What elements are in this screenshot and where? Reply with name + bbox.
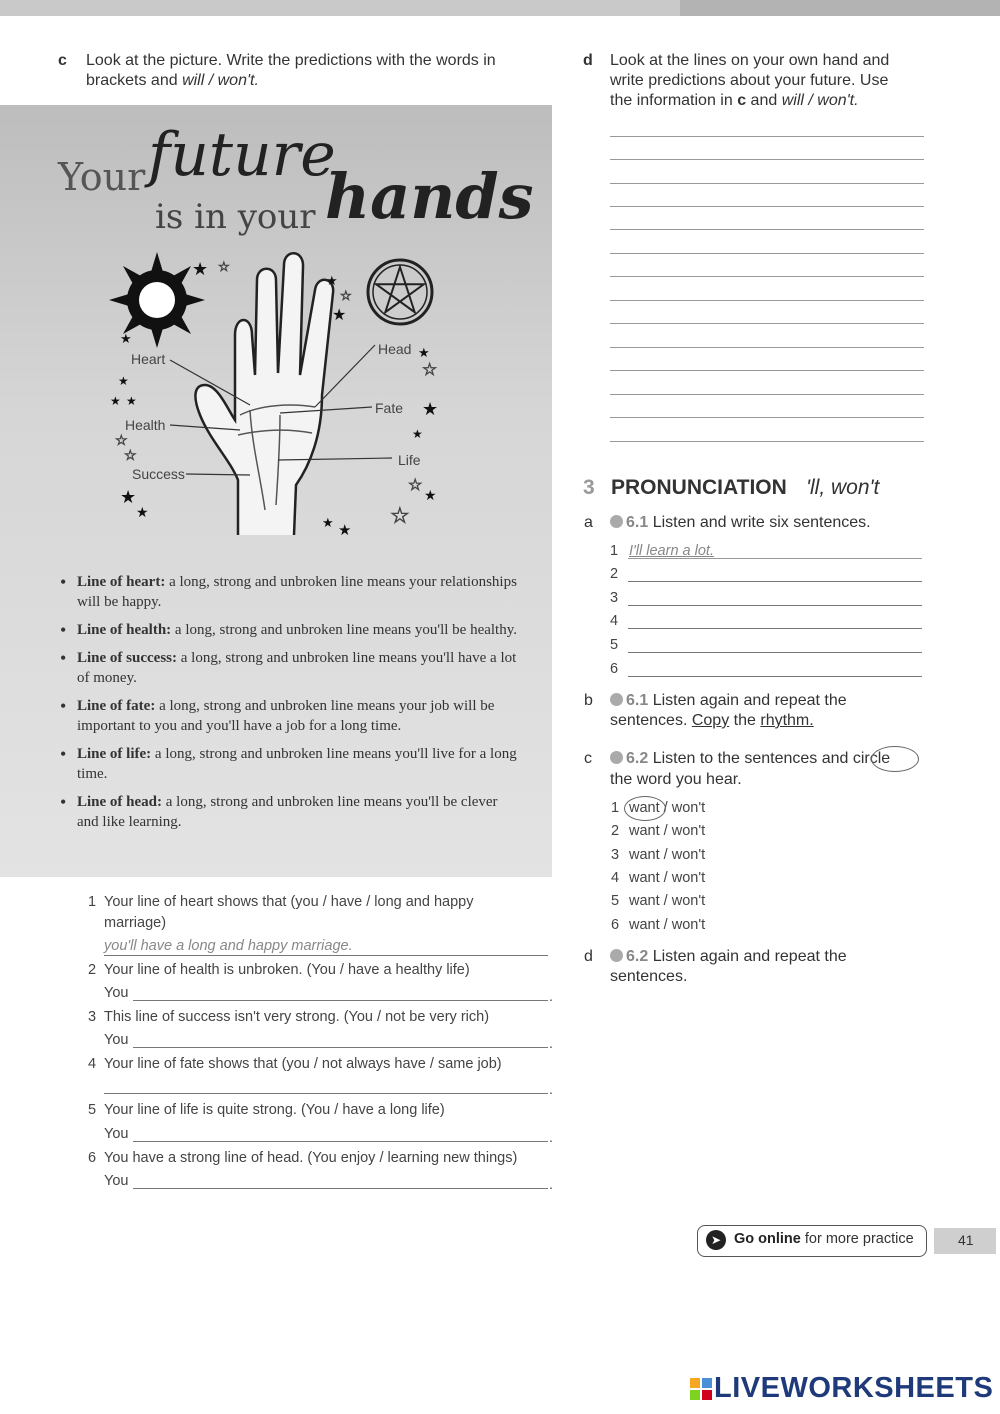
top-scan-bar [0, 0, 1000, 16]
choice-row-2[interactable]: want / won't [629, 823, 706, 839]
part-b-letter: b [584, 692, 593, 709]
picture-title-hands: hands [325, 160, 534, 233]
hand-label-heart: Heart [131, 351, 166, 367]
item-5-answer-field[interactable] [133, 1141, 548, 1142]
item-number: 4 [88, 1056, 97, 1072]
star-outline-icon: ☆ [340, 289, 352, 304]
star-icon: ★ [424, 488, 437, 504]
liveworksheets-logo-icon [690, 1378, 712, 1400]
star-icon: ★ [118, 374, 129, 388]
hand-illustration [100, 245, 460, 545]
star-icon: ★ [136, 505, 149, 521]
hand-label-success: Success [132, 466, 185, 482]
star-icon: ★ [412, 427, 423, 441]
star-icon: ★ [422, 399, 439, 420]
bullet-life: • Line of life: a long, strong and unbroken line means you'll live for a long time. [60, 744, 520, 784]
writing-line[interactable] [610, 206, 924, 207]
exercise-d-line1: Look at the lines on your own hand and [610, 52, 890, 69]
section-title: PRONUNCIATION [611, 476, 787, 499]
pentagram-icon [368, 260, 432, 324]
sentence-3-field[interactable] [628, 605, 922, 606]
star-icon: ★ [192, 259, 209, 280]
hand-outline [195, 253, 333, 535]
part-d-line2: sentences. [610, 968, 688, 985]
hand-label-life: Life [398, 452, 421, 468]
exercise-d-line3: the information in c and will / won't. [610, 92, 859, 109]
part-b-line1: 6.1 Listen again and repeat the [610, 691, 847, 711]
choice-number: 1 [611, 800, 620, 816]
sentence-5-field[interactable] [628, 652, 922, 653]
item-4-answer-field[interactable] [104, 1093, 548, 1094]
sentence-number: 5 [610, 637, 619, 653]
writing-line[interactable] [610, 276, 924, 277]
choice-row-6[interactable]: want / won't [629, 917, 706, 933]
picture-title-your: Your [58, 155, 146, 199]
part-c-letter: c [584, 750, 592, 767]
circled-answer-mark [624, 796, 666, 821]
star-outline-icon: ☆ [408, 475, 423, 494]
part-c-line1: 6.2 Listen to the sentences and circle [610, 749, 890, 769]
sample-sentence: I'll learn a lot. [629, 543, 714, 559]
answer-line [104, 955, 548, 956]
part-a-letter: a [584, 514, 593, 531]
writing-line[interactable] [610, 394, 924, 395]
go-online-label: Go online for more practice [734, 1231, 914, 1247]
star-outline-icon: ☆ [422, 360, 438, 380]
item-5-prompt: Your line of life is quite strong. (You / have a long life) [104, 1102, 445, 1118]
writing-line[interactable] [610, 159, 924, 160]
star-icon: ★ [126, 394, 137, 408]
part-c-line2: the word you hear. [610, 771, 742, 788]
choice-row-5[interactable]: want / won't [629, 893, 706, 909]
item-1-prompt: Your line of heart shows that (you / have / long and happy [104, 894, 474, 910]
bullet-health: • Line of health: a long, strong and unbroken line means you'll be healthy. [60, 620, 520, 640]
bullet-success: • Line of success: a long, strong and unbroken line means you'll have a lot of money. [60, 648, 520, 688]
writing-line[interactable] [610, 441, 924, 442]
writing-line[interactable] [610, 229, 924, 230]
item-3-you: You [104, 1032, 129, 1048]
part-d-line1: 6.2 Listen again and repeat the [610, 947, 847, 967]
bullet-fate: • Line of fate: a long, strong and unbroken line means your job will be important to you and you'll have a job for a long time. [60, 696, 520, 736]
item-2-prompt: Your line of health is unbroken. (You / have a healthy life) [104, 962, 470, 978]
choice-number: 4 [611, 870, 620, 886]
item-1-prompt-cont: marriage) [104, 915, 167, 931]
cursor-icon: ➤ [706, 1230, 726, 1250]
choice-row-1[interactable]: want / won't [629, 800, 706, 816]
writing-line[interactable] [610, 253, 924, 254]
liveworksheets-watermark: LIVEWORKSHEETS [714, 1372, 994, 1404]
item-2-you: You [104, 985, 129, 1001]
item-2-answer-field[interactable] [133, 1000, 548, 1001]
writing-line[interactable] [610, 417, 924, 418]
item-6-prompt: You have a strong line of head. (You enjoy / learning new things) [104, 1150, 518, 1166]
page-number: 41 [958, 1232, 974, 1248]
answer-line [628, 558, 922, 559]
audio-icon[interactable] [610, 693, 623, 706]
choice-number: 2 [611, 823, 620, 839]
exercise-c-letter: c [58, 52, 67, 69]
star-icon: ★ [418, 346, 430, 361]
part-a-instruction: 6.1 Listen and write six sentences. [610, 513, 871, 533]
section-subtitle: 'll, won't [806, 476, 880, 499]
sentence-6-field[interactable] [628, 676, 922, 677]
sentence-2-field[interactable] [628, 581, 922, 582]
star-icon: ★ [332, 305, 347, 324]
item-number: 6 [88, 1150, 97, 1166]
star-icon: ★ [120, 487, 137, 508]
item-6-you: You [104, 1173, 129, 1189]
item-3-prompt: This line of success isn't very strong. (You / not be very rich) [104, 1009, 490, 1025]
item-6-answer-field[interactable] [133, 1188, 548, 1189]
audio-icon[interactable] [610, 949, 623, 962]
choice-row-4[interactable]: want / won't [629, 870, 706, 886]
item-4-prompt: Your line of fate shows that (you / not always have / same job) [104, 1056, 502, 1072]
star-outline-icon: ☆ [115, 433, 128, 449]
exercise-c-instruction: Look at the picture. Write the predictions with the words in brackets and will / won't. [86, 52, 496, 89]
exercise-d-line2: write predictions about your future. Use [610, 72, 889, 89]
sentence-number: 1 [610, 543, 619, 559]
choice-number: 6 [611, 917, 620, 933]
hand-label-head: Head [378, 341, 412, 357]
writing-line[interactable] [610, 347, 924, 348]
sentence-number: 4 [610, 613, 619, 629]
exercise-d-letter: d [583, 52, 593, 69]
item-5-you: You [104, 1126, 129, 1142]
star-icon: ★ [326, 274, 338, 289]
writing-line[interactable] [610, 183, 924, 184]
star-outline-icon: ☆ [218, 260, 230, 275]
star-icon: ★ [338, 521, 352, 539]
star-icon: ★ [110, 394, 121, 408]
star-icon: ★ [120, 332, 132, 347]
picture-title-future: future [148, 120, 336, 190]
choice-number: 3 [611, 847, 620, 863]
item-number: 1 [88, 894, 97, 910]
item-3-answer-field[interactable] [133, 1047, 548, 1048]
item-number: 3 [88, 1009, 97, 1025]
writing-line[interactable] [610, 370, 924, 371]
item-number: 5 [88, 1102, 97, 1118]
writing-line[interactable] [610, 323, 924, 324]
star-outline-icon: ☆ [390, 504, 410, 529]
writing-line[interactable] [610, 136, 924, 137]
star-outline-icon: ☆ [124, 448, 137, 464]
sentence-number: 6 [610, 661, 619, 677]
choice-row-3[interactable]: want / won't [629, 847, 706, 863]
part-d-letter: d [584, 948, 593, 965]
sentence-number: 3 [610, 590, 619, 606]
section-number: 3 [583, 476, 595, 499]
picture-title-is-in-your: is in your [155, 197, 316, 237]
audio-icon[interactable] [610, 751, 623, 764]
item-1-sample-answer: you'll have a long and happy marriage. [104, 938, 353, 954]
item-number: 2 [88, 962, 97, 978]
hand-label-health: Health [125, 417, 166, 433]
circle-example-mark [871, 746, 919, 772]
audio-icon[interactable] [610, 515, 623, 528]
sentence-number: 2 [610, 566, 619, 582]
palm-line-meanings [60, 572, 520, 840]
part-b-line2: sentences. Copy the rhythm. [610, 712, 814, 729]
hand-label-fate: Fate [375, 400, 404, 416]
bullet-heart: • Line of heart: a long, strong and unbroken line means your relationships will be happy. [60, 572, 520, 612]
star-icon: ★ [322, 516, 334, 531]
sentence-4-field[interactable] [628, 628, 922, 629]
bullet-head: • Line of head: a long, strong and unbroken line means you'll be clever and like learning. [60, 792, 520, 832]
choice-number: 5 [611, 893, 620, 909]
writing-line[interactable] [610, 300, 924, 301]
